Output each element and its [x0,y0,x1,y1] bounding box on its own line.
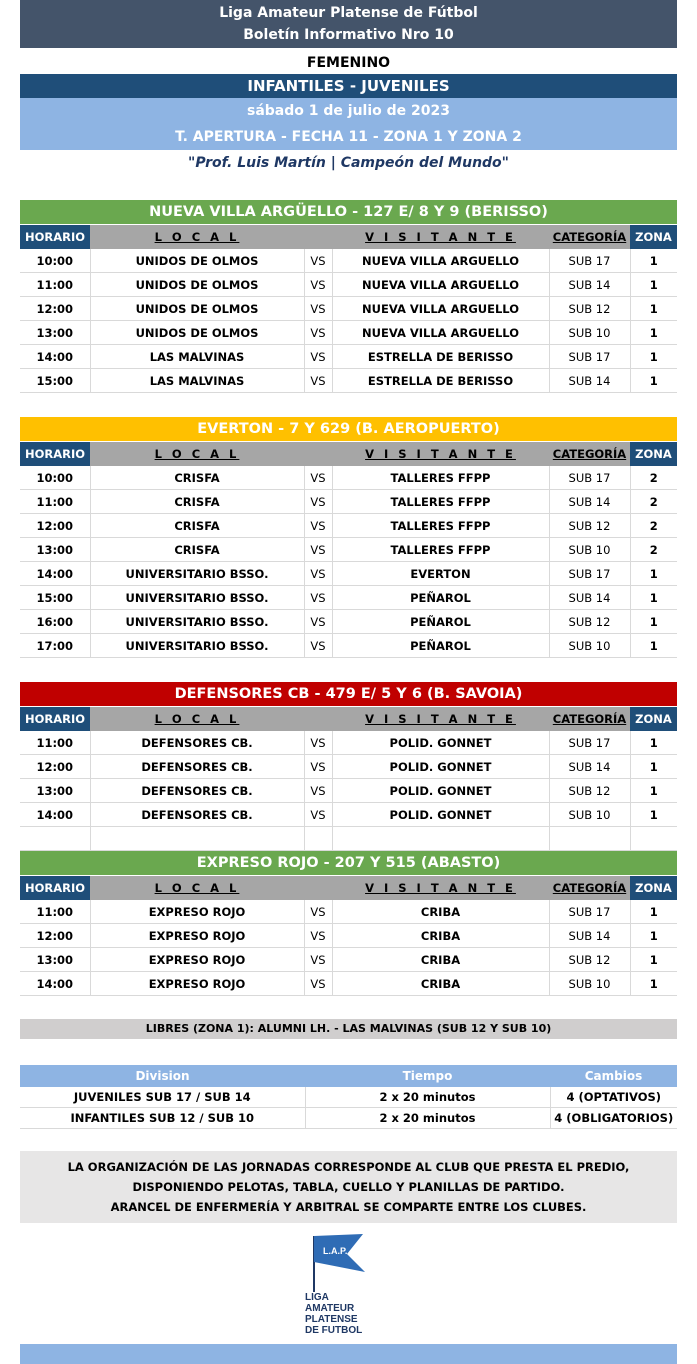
cell-time: 13:00 [20,321,90,345]
cell-category: SUB 17 [549,731,630,755]
cell-zone: 1 [630,586,677,610]
col-horario: HORARIO [20,707,90,731]
col-vs [304,876,332,900]
cell-vs: VS [304,538,332,562]
table-row [20,562,677,586]
fixtures-table [20,442,677,658]
cell-zone: 1 [630,755,677,779]
cell-local: LAS MALVINAS [90,369,304,393]
cell-local [90,827,304,851]
table-row [20,586,677,610]
cell-division: INFANTILES SUB 12 / SUB 10 [20,1108,305,1129]
cell-visitor: TALLERES FFPP [332,466,549,490]
cell-category: SUB 12 [549,514,630,538]
note-line: ARANCEL DE ENFERMERÍA Y ARBITRAL SE COMPARTE ENTRE LOS CLUBES. [110,1200,587,1214]
cell-vs: VS [304,273,332,297]
cell-vs: VS [304,466,332,490]
table-row [20,948,677,972]
dedication: "Prof. Luis Martín | Campeón del Mundo" [188,155,509,171]
cell-visitor: PEÑAROL [332,586,549,610]
cell-zone: 1 [630,634,677,658]
cell-time: 14:00 [20,972,90,996]
cell-visitor: POLID. GONNET [332,755,549,779]
fixtures-table [20,707,677,851]
cell-vs: VS [304,562,332,586]
col-zona: ZONA [630,707,677,731]
cell-zone: 1 [630,273,677,297]
col-zona: ZONA [630,225,677,249]
cell-local: DEFENSORES CB. [90,731,304,755]
cell-vs: VS [304,490,332,514]
table-row [20,827,677,851]
rules-table [20,1065,677,1129]
cell-category: SUB 10 [549,972,630,996]
cell-time: 10:00 [20,466,90,490]
col-division: Division [20,1065,305,1087]
cell-local: DEFENSORES CB. [90,803,304,827]
cell-category: SUB 14 [549,273,630,297]
logo-line: LIGA [305,1292,329,1303]
cell-zone: 1 [630,924,677,948]
cell-category: SUB 10 [549,634,630,658]
cell-local: CRISFA [90,514,304,538]
cell-zone: 1 [630,249,677,273]
cell-category: SUB 17 [549,249,630,273]
cell-time [20,827,90,851]
cell-visitor: CRIBA [332,948,549,972]
cell-local: UNIDOS DE OLMOS [90,273,304,297]
bulletin-number: Boletín Informativo Nro 10 [243,27,454,43]
venue-title: EVERTON - 7 Y 629 (B. AEROPUERTO) [20,417,677,441]
cell-local: EXPRESO ROJO [90,924,304,948]
cell-local: DEFENSORES CB. [90,755,304,779]
logo-line: DE FUTBOL [305,1325,363,1336]
cell-zone: 2 [630,490,677,514]
col-zona: ZONA [630,876,677,900]
cell-time: 13:00 [20,948,90,972]
cell-vs: VS [304,900,332,924]
col-visitante: V I S I T A N T E [332,876,549,900]
cell-local: UNIVERSITARIO BSSO. [90,634,304,658]
cell-category: SUB 12 [549,610,630,634]
cell-zone: 1 [630,369,677,393]
table-row [20,321,677,345]
col-categoria: CATEGORÍA [549,442,630,466]
cell-zone: 1 [630,610,677,634]
cell-local: EXPRESO ROJO [90,948,304,972]
cell-category: SUB 17 [549,900,630,924]
cell-time: 12:00 [20,514,90,538]
cell-time: 14:00 [20,562,90,586]
col-visitante: V I S I T A N T E [332,442,549,466]
cell-time: 14:00 [20,803,90,827]
cell-vs: VS [304,586,332,610]
cell-category: SUB 12 [549,297,630,321]
cell-category: SUB 14 [549,924,630,948]
col-local: L O C A L [90,442,304,466]
cell-time: 17:00 [20,634,90,658]
cell-cambios: 4 (OBLIGATORIOS) [550,1108,677,1129]
table-row [20,345,677,369]
fixtures-table [20,876,677,996]
cell-local: DEFENSORES CB. [90,779,304,803]
col-vs [304,707,332,731]
table-row [20,731,677,755]
col-horario: HORARIO [20,876,90,900]
col-zona: ZONA [630,442,677,466]
fixtures-table [20,225,677,393]
cell-category: SUB 17 [549,562,630,586]
col-local: L O C A L [90,876,304,900]
cell-visitor: POLID. GONNET [332,731,549,755]
table-row [20,634,677,658]
cell-time: 11:00 [20,900,90,924]
table-row [20,466,677,490]
cell-local: CRISFA [90,490,304,514]
cell-visitor: EVERTON [332,562,549,586]
cell-visitor: ESTRELLA DE BERISSO [332,345,549,369]
cell-vs [304,827,332,851]
cell-local: UNIDOS DE OLMOS [90,297,304,321]
col-vs [304,225,332,249]
venue-title: EXPRESO ROJO - 207 Y 515 (ABASTO) [20,851,677,875]
logo-text [305,1292,362,1336]
venue-title: DEFENSORES CB - 479 E/ 5 Y 6 (B. SAVOIA) [20,682,677,706]
cell-visitor [332,827,549,851]
table-row [20,610,677,634]
tournament-label: T. APERTURA - FECHA 11 - ZONA 1 Y ZONA 2 [175,129,522,145]
cell-zone: 1 [630,345,677,369]
cell-local: EXPRESO ROJO [90,972,304,996]
cell-vs: VS [304,972,332,996]
free-teams-note: LIBRES (ZONA 1): ALUMNI LH. - LAS MALVINAS (SUB 12 Y SUB 10) [20,1019,677,1039]
cell-vs: VS [304,779,332,803]
date-banner [20,98,677,150]
col-visitante: V I S I T A N T E [332,225,549,249]
cell-time: 14:00 [20,345,90,369]
table-row [20,490,677,514]
cell-vs: VS [304,634,332,658]
note-line: LA ORGANIZACIÓN DE LAS JORNADAS CORRESPONDE AL CLUB QUE PRESTA EL PREDIO, [67,1160,630,1174]
logo-flag-text: L.A.P. [323,1246,348,1256]
cell-zone: 1 [630,972,677,996]
cell-tiempo: 2 x 20 minutos [305,1087,550,1108]
cell-local: UNIVERSITARIO BSSO. [90,610,304,634]
cell-time: 12:00 [20,755,90,779]
cell-category: SUB 14 [549,755,630,779]
cell-zone: 1 [630,321,677,345]
cell-vs: VS [304,803,332,827]
cell-cambios: 4 (OPTATIVOS) [550,1087,677,1108]
col-cambios: Cambios [550,1065,677,1087]
cell-local: UNIDOS DE OLMOS [90,249,304,273]
cell-visitor: NUEVA VILLA ARGUELLO [332,273,549,297]
cell-visitor: CRIBA [332,900,549,924]
col-visitante: V I S I T A N T E [332,707,549,731]
cell-tiempo: 2 x 20 minutos [305,1108,550,1129]
cell-time: 11:00 [20,731,90,755]
divisions-label: INFANTILES - JUVENILES [20,74,677,98]
cell-zone: 1 [630,297,677,321]
cell-time: 12:00 [20,924,90,948]
cell-visitor: ESTRELLA DE BERISSO [332,369,549,393]
cell-visitor: NUEVA VILLA ARGUELLO [332,297,549,321]
table-row [20,924,677,948]
venue-title: NUEVA VILLA ARGÜELLO - 127 E/ 8 Y 9 (BERISSO) [20,200,677,224]
cell-time: 15:00 [20,369,90,393]
cell-local: CRISFA [90,466,304,490]
table-row [20,1087,677,1108]
cell-category: SUB 17 [549,466,630,490]
cell-category: SUB 10 [549,321,630,345]
cell-local: LAS MALVINAS [90,345,304,369]
col-vs [304,442,332,466]
cell-category: SUB 14 [549,490,630,514]
cell-local: UNIDOS DE OLMOS [90,321,304,345]
col-tiempo: Tiempo [305,1065,550,1087]
table-row [20,369,677,393]
table-row [20,779,677,803]
header-banner [20,0,677,48]
cell-visitor: PEÑAROL [332,634,549,658]
cell-time: 11:00 [20,490,90,514]
cell-time: 13:00 [20,779,90,803]
cell-vs: VS [304,731,332,755]
cell-vs: VS [304,755,332,779]
cell-vs: VS [304,514,332,538]
table-row [20,972,677,996]
cell-zone: 1 [630,562,677,586]
cell-zone: 1 [630,948,677,972]
cell-vs: VS [304,924,332,948]
cell-visitor: TALLERES FFPP [332,490,549,514]
cell-category: SUB 12 [549,948,630,972]
gender-label: FEMENINO [306,55,391,71]
cell-time: 10:00 [20,249,90,273]
col-horario: HORARIO [20,442,90,466]
cell-local: EXPRESO ROJO [90,900,304,924]
cell-local: UNIVERSITARIO BSSO. [90,562,304,586]
cell-vs: VS [304,948,332,972]
col-categoria: CATEGORÍA [549,876,630,900]
note-line: DISPONIENDO PELOTAS, TABLA, CUELLO Y PLANILLAS DE PARTIDO. [132,1180,565,1194]
table-row [20,514,677,538]
match-date: sábado 1 de julio de 2023 [247,103,450,119]
league-name: Liga Amateur Platense de Fútbol [219,5,478,21]
cell-zone: 1 [630,731,677,755]
logo-line: PLATENSE [305,1314,358,1325]
cell-visitor: TALLERES FFPP [332,538,549,562]
cell-local: UNIVERSITARIO BSSO. [90,586,304,610]
table-row [20,538,677,562]
cell-visitor: NUEVA VILLA ARGUELLO [332,249,549,273]
col-horario: HORARIO [20,225,90,249]
cell-category: SUB 17 [549,345,630,369]
cell-category: SUB 10 [549,538,630,562]
cell-time: 11:00 [20,273,90,297]
cell-category: SUB 14 [549,586,630,610]
cell-visitor: CRIBA [332,972,549,996]
organization-note [20,1151,677,1223]
cell-visitor: POLID. GONNET [332,803,549,827]
logo-line: AMATEUR [305,1303,355,1314]
cell-vs: VS [304,249,332,273]
footer-bar [20,1344,677,1364]
cell-category [549,827,630,851]
cell-time: 15:00 [20,586,90,610]
col-categoria: CATEGORÍA [549,707,630,731]
cell-zone: 1 [630,779,677,803]
cell-visitor: PEÑAROL [332,610,549,634]
cell-zone: 1 [630,900,677,924]
cell-category: SUB 12 [549,779,630,803]
table-row [20,273,677,297]
cell-vs: VS [304,345,332,369]
cell-visitor: CRIBA [332,924,549,948]
cell-visitor: POLID. GONNET [332,779,549,803]
cell-zone [630,827,677,851]
cell-vs: VS [304,369,332,393]
cell-category: SUB 10 [549,803,630,827]
table-row [20,1108,677,1129]
cell-local: CRISFA [90,538,304,562]
col-local: L O C A L [90,225,304,249]
cell-time: 16:00 [20,610,90,634]
cell-visitor: TALLERES FFPP [332,514,549,538]
cell-zone: 2 [630,466,677,490]
cell-division: JUVENILES SUB 17 / SUB 14 [20,1087,305,1108]
cell-vs: VS [304,297,332,321]
col-local: L O C A L [90,707,304,731]
cell-zone: 2 [630,538,677,562]
cell-time: 13:00 [20,538,90,562]
cell-category: SUB 14 [549,369,630,393]
col-categoria: CATEGORÍA [549,225,630,249]
table-row [20,297,677,321]
cell-vs: VS [304,321,332,345]
table-row [20,249,677,273]
cell-visitor: NUEVA VILLA ARGUELLO [332,321,549,345]
table-row [20,900,677,924]
cell-zone: 1 [630,803,677,827]
cell-vs: VS [304,610,332,634]
table-row [20,755,677,779]
cell-time: 12:00 [20,297,90,321]
cell-zone: 2 [630,514,677,538]
table-row [20,803,677,827]
